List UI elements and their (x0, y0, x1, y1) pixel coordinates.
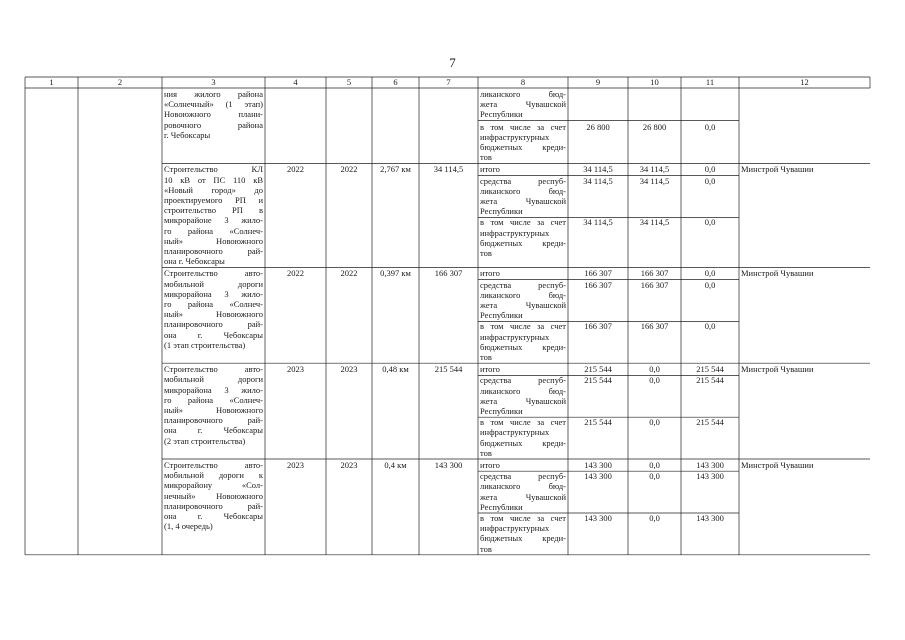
funding-source-line: жета Чувашской (480, 395, 566, 406)
value-col10: 26 800 (642, 121, 667, 132)
funding-source-line: бюджетных креди- (480, 237, 566, 248)
value-col10: 0,0 (649, 513, 660, 523)
continued-object-name-line: ровочного района (164, 119, 263, 130)
object-name-line: Строительство авто- (164, 268, 263, 279)
funding-source (480, 417, 566, 458)
column-header: 9 (595, 77, 601, 87)
estimated-cost: 166 307 (434, 268, 463, 279)
continued-source-budget-line: жета Чувашской (480, 99, 566, 110)
funding-source-line: Республики (480, 406, 523, 416)
capacity: 0,397 км (380, 268, 411, 279)
responsible-executor: Минстрой Чувашии (741, 364, 814, 375)
end-year: 2022 (340, 164, 358, 175)
funding-source-line: средства респуб- (480, 375, 566, 386)
funding-source-line: итого (480, 268, 500, 279)
funding-source-line: средства респуб- (480, 175, 566, 186)
value-col10: 166 307 (640, 268, 669, 279)
column-header: 3 (211, 77, 216, 87)
object-name-line: она г. Чебоксары (164, 425, 263, 436)
object-name-line: планировочного рай- (164, 319, 263, 330)
continued-object-name-line: «Солнечный» (1 этап) (164, 99, 263, 110)
total-value: 215 544 (584, 364, 612, 375)
object-name-line: микрорайона 3 жило- (164, 384, 263, 395)
value-col11: 0,0 (704, 279, 716, 290)
object-name-line: го района «Солнеч- (164, 299, 263, 309)
funding-source (480, 471, 566, 512)
object-name (164, 460, 263, 531)
object-name-line: Строительство КЛ (164, 164, 263, 175)
funding-source-line: бюджетных креди- (480, 437, 566, 448)
start-year: 2022 (287, 268, 304, 279)
continued-object-name-line: ния жилого района (164, 89, 263, 99)
value-col10: 0,0 (649, 471, 660, 482)
funding-source-line: тов (480, 543, 492, 554)
funding-source-line: в том числе за счет (480, 513, 566, 523)
value-col10: 34 114,5 (639, 217, 670, 228)
column-header: 12 (800, 77, 809, 87)
continued-source-budget-line: ликанского бюд- (480, 89, 566, 99)
column-header: 1 (49, 77, 54, 87)
value-col10: 166 307 (640, 321, 669, 332)
estimated-cost: 34 114,5 (433, 164, 464, 175)
object-name-line: она г. Чебоксары (164, 329, 263, 340)
funding-source-line: в том числе за счет (480, 217, 566, 228)
object-name-line: микрорайону «Сол- (164, 480, 263, 491)
total-value: 215 544 (584, 375, 612, 386)
funding-source-line: тов (480, 352, 492, 362)
page-number: 7 (449, 55, 456, 70)
column-header: 10 (650, 77, 659, 87)
continued-object-name-line: Новоюжного плани- (164, 109, 263, 120)
funding-source-line: ликанского бюд- (480, 385, 566, 396)
object-name (164, 164, 263, 266)
funding-source (480, 164, 566, 174)
estimated-cost: 215 544 (434, 364, 463, 375)
value-col11: 143 300 (696, 471, 724, 482)
total-value: 166 307 (584, 279, 612, 290)
funding-source-line: итого (480, 164, 500, 175)
funding-source-line: тов (480, 248, 492, 258)
capacity: 0,4 км (384, 460, 407, 470)
column-header: 7 (446, 77, 451, 87)
funding-source-line: жета Чувашской (480, 196, 566, 206)
responsible-executor: Минстрой Чувашии (741, 268, 814, 279)
value-col11: 215 544 (696, 375, 724, 386)
object-name-line: (2 этап строительства) (164, 435, 246, 446)
value-col11: 143 300 (696, 460, 724, 470)
continued-source-credit-line: инфраструктурных (480, 131, 550, 142)
object-name (164, 364, 263, 446)
funding-source-line: инфраструктурных (480, 427, 550, 438)
total-value: 166 307 (584, 321, 612, 332)
value-col10: 34 114,5 (639, 175, 670, 186)
funding-source-line: жета Чувашской (480, 491, 566, 502)
object-name-line: го района «Солнеч- (164, 225, 263, 236)
column-header: 8 (520, 77, 526, 87)
continued-source-credit-line: тов (480, 152, 492, 163)
value-col11: 0,0 (704, 268, 716, 279)
continued-source-credit-line: в том числе за счет (480, 121, 566, 132)
object-name-line: мобильной дороги (164, 278, 263, 289)
funding-source-line: средства респуб- (480, 279, 566, 290)
responsible-executor: Минстрой Чувашии (741, 460, 814, 470)
value-col11: 215 544 (696, 364, 724, 375)
funding-source (480, 513, 566, 554)
value-col10: 34 114,5 (639, 164, 670, 175)
object-name-line: микрорайоне 3 жило- (164, 215, 263, 226)
funding-source (480, 460, 566, 470)
continued-source-budget-line: Республики (480, 109, 523, 120)
funding-source (480, 280, 566, 321)
object-name-line: мобильной дороги (164, 374, 263, 385)
continued-object-name-line: г. Чебоксары (164, 129, 211, 140)
object-name-line: (1 этап строительства) (164, 339, 246, 350)
responsible-executor: Минстрой Чувашии (741, 164, 814, 175)
object-name-line: ный» Новоюжного (164, 309, 263, 320)
object-name-line: проектируемого РП и (164, 195, 263, 205)
object-name-line: мобильной дороги к (164, 470, 263, 481)
funding-source-line: инфраструктурных (480, 523, 550, 534)
capacity: 0,48 км (382, 364, 409, 375)
funding-source-line: Республики (480, 501, 523, 512)
continued-source-budget (480, 89, 566, 120)
funding-source (480, 321, 566, 362)
object-name-line: Строительство авто- (164, 364, 263, 375)
funding-source-line: ликанского бюд- (480, 289, 566, 300)
funding-source-line: в том числе за счет (480, 321, 566, 332)
total-value: 143 300 (584, 513, 612, 523)
value-col11: 0,0 (704, 164, 716, 175)
funding-source-line: итого (480, 364, 500, 375)
funding-source-line: в том числе за счет (480, 417, 566, 428)
capacity: 2,767 км (380, 164, 411, 175)
funding-source-line: Республики (480, 206, 523, 217)
funding-source (480, 217, 566, 258)
object-name-line: «Новый город» до (164, 184, 263, 195)
continued-source-credit (480, 122, 566, 163)
object-name-line: микрорайона 3 жило- (164, 288, 263, 299)
funding-source (480, 176, 566, 217)
column-header: 4 (293, 77, 298, 87)
total-value: 34 114,5 (583, 164, 613, 175)
object-name-line: она г. Чебоксары (164, 256, 225, 267)
object-name-line: планировочного рай- (164, 415, 263, 426)
value-col10: 0,0 (649, 417, 660, 428)
funding-source-line: тов (480, 447, 492, 458)
total-value: 166 307 (584, 268, 612, 279)
object-name-line: ный» Новоюжного (164, 405, 263, 415)
funding-source-line: Республики (480, 310, 523, 321)
value-col11: 0,0 (704, 121, 716, 132)
funding-source-line: инфраструктурных (480, 331, 550, 342)
object-name-line: ный» Новоюжного (164, 235, 263, 246)
continued-source-credit-line: бюджетных креди- (480, 142, 566, 152)
object-name-line: планировочного рай- (164, 500, 263, 511)
funding-source-line: ликанского бюд- (480, 185, 566, 196)
funding-source-line: средства респуб- (480, 471, 566, 482)
column-header: 6 (393, 77, 398, 87)
continued-object-name (164, 89, 263, 140)
total-value: 34 114,5 (583, 217, 613, 228)
value-col10: 0,0 (649, 375, 660, 386)
object-name-line: 10 кВ от ПС 110 кВ (164, 174, 263, 185)
value-col10: 166 307 (640, 279, 669, 290)
funding-source-line: инфраструктурных (480, 227, 550, 238)
funding-source (480, 375, 566, 416)
value-col11: 143 300 (696, 513, 724, 523)
funding-source-line: жета Чувашской (480, 300, 566, 310)
start-year: 2023 (287, 364, 304, 375)
total-value: 143 300 (584, 471, 612, 482)
total-value: 143 300 (584, 460, 612, 470)
estimated-cost: 143 300 (434, 460, 463, 470)
start-year: 2022 (287, 164, 304, 175)
total-value: 215 544 (584, 417, 612, 428)
column-header: 11 (705, 77, 715, 87)
object-name (164, 268, 263, 350)
object-name-line: го района «Солнеч- (164, 394, 263, 405)
value-col11: 0,0 (704, 175, 716, 186)
value-col11: 0,0 (704, 321, 716, 332)
total-value: 26 800 (586, 121, 610, 132)
value-col10: 0,0 (649, 364, 660, 375)
object-name-line: планировочного рай- (164, 246, 263, 257)
funding-source-line: бюджетных креди- (480, 341, 566, 352)
start-year: 2023 (287, 460, 304, 470)
value-col10: 0,0 (649, 460, 660, 470)
funding-source-line: бюджетных креди- (480, 533, 566, 544)
end-year: 2023 (340, 364, 358, 375)
object-name-line: (1, 4 очередь) (164, 521, 213, 532)
value-col11: 215 544 (696, 417, 724, 428)
total-value: 34 114,5 (583, 175, 613, 186)
value-col11: 0,0 (704, 217, 716, 228)
end-year: 2023 (340, 460, 358, 470)
funding-source-line: ликанского бюд- (480, 481, 566, 492)
funding-source-line: итого (480, 460, 500, 470)
object-name-line: строительство РП в (164, 205, 263, 216)
object-name-line: она г. Чебоксары (164, 511, 263, 522)
column-header: 5 (346, 77, 352, 87)
object-name-line: Строительство авто- (164, 460, 263, 470)
column-header: 2 (117, 77, 123, 87)
end-year: 2022 (340, 268, 358, 279)
object-name-line: нечный» Новоюжного (164, 490, 263, 501)
funding-source (480, 268, 566, 278)
funding-source (480, 364, 566, 374)
